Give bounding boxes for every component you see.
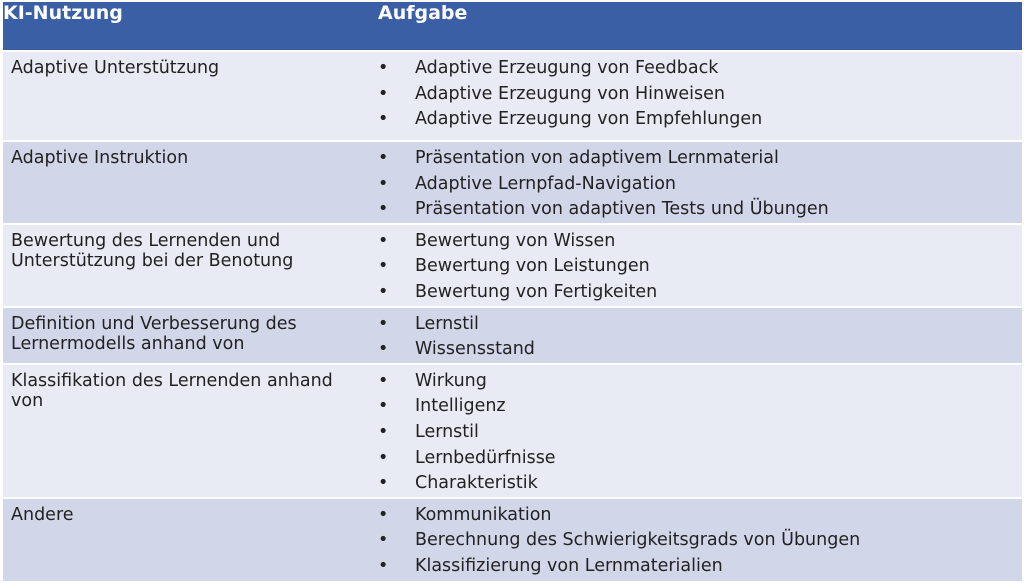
- task-list-item: [378, 56, 1022, 82]
- task-list-item: [378, 471, 1022, 497]
- ki-nutzung-cell: Andere: [3, 498, 378, 582]
- ki-usage-table: [3, 2, 1022, 583]
- bullet-icon: •: [378, 83, 389, 104]
- task-text: Wirkung: [415, 370, 487, 391]
- task-list-item: [378, 107, 1022, 133]
- task-text: Wissensstand: [415, 339, 535, 360]
- task-list: [378, 369, 1022, 497]
- bullet-icon: •: [378, 447, 389, 468]
- task-list-item: [378, 503, 1022, 529]
- aufgabe-cell: [378, 51, 1022, 141]
- task-text: Präsentation von adaptivem Lernmaterial: [415, 148, 779, 168]
- task-list-item: [378, 82, 1022, 108]
- aufgabe-cell: [378, 307, 1022, 364]
- task-text: Adaptive Erzeugung von Feedback: [415, 58, 719, 78]
- aufgabe-cell: [378, 364, 1022, 498]
- task-text: Bewertung von Fertigkeiten: [415, 281, 658, 302]
- task-list-item: [378, 394, 1022, 420]
- task-list-item: [378, 528, 1022, 554]
- bullet-icon: •: [378, 148, 389, 168]
- header-ki-nutzung: KI-Nutzung: [3, 2, 378, 51]
- bullet-icon: •: [378, 230, 389, 251]
- task-list: [378, 312, 1022, 363]
- task-list: [378, 56, 1022, 133]
- ki-nutzung-cell: Definition und Verbesserung des Lernermodells anhand von: [3, 307, 378, 364]
- task-text: Präsentation von adaptiven Tests und Übungen: [415, 199, 829, 220]
- table-row: [3, 364, 1022, 498]
- task-list-item: [378, 146, 1022, 172]
- task-text: Lernstil: [415, 313, 479, 334]
- task-text: Charakteristik: [415, 473, 538, 494]
- ki-nutzung-cell: Adaptive Unterstützung: [3, 51, 378, 141]
- task-text: Klassifizierung von Lernmaterialien: [415, 555, 723, 576]
- bullet-icon: •: [378, 396, 389, 417]
- task-list-item: [378, 337, 1022, 363]
- task-list: [378, 503, 1022, 580]
- bullet-icon: •: [378, 256, 389, 277]
- table-row: [3, 307, 1022, 364]
- task-list-item: [378, 420, 1022, 446]
- task-text: Adaptive Erzeugung von Empfehlungen: [415, 109, 763, 130]
- bullet-icon: •: [378, 504, 389, 525]
- bullet-icon: •: [378, 473, 389, 494]
- bullet-icon: •: [378, 109, 389, 130]
- task-text: Intelligenz: [415, 396, 506, 417]
- task-list-item: [378, 446, 1022, 472]
- bullet-icon: •: [378, 281, 389, 302]
- task-text: Bewertung von Leistungen: [415, 256, 650, 277]
- table-header-row: [3, 2, 1022, 51]
- table-body: [3, 51, 1022, 582]
- aufgabe-cell: [378, 224, 1022, 307]
- task-list-item: [378, 554, 1022, 580]
- header-aufgabe: Aufgabe: [378, 2, 1022, 51]
- task-list-item: [378, 312, 1022, 338]
- bullet-icon: •: [378, 339, 389, 360]
- task-list: [378, 229, 1022, 306]
- task-list-item: [378, 369, 1022, 395]
- bullet-icon: •: [378, 421, 389, 442]
- task-list-item: [378, 197, 1022, 223]
- task-text: Berechnung des Schwierigkeitsgrads von Übungen: [415, 530, 861, 551]
- task-text: Adaptive Lernpfad-Navigation: [415, 173, 677, 194]
- task-text: Kommunikation: [415, 504, 552, 525]
- ki-nutzung-cell: Klassifikation des Lernenden anhand von: [3, 364, 378, 498]
- task-list-item: [378, 254, 1022, 280]
- table-row: [3, 224, 1022, 307]
- bullet-icon: •: [378, 58, 389, 78]
- table-row: [3, 51, 1022, 141]
- aufgabe-cell: [378, 498, 1022, 582]
- task-list-item: [378, 229, 1022, 255]
- task-list-item: [378, 172, 1022, 198]
- aufgabe-cell: [378, 141, 1022, 224]
- task-text: Adaptive Erzeugung von Hinweisen: [415, 83, 726, 104]
- bullet-icon: •: [378, 199, 389, 220]
- task-list: [378, 146, 1022, 223]
- bullet-icon: •: [378, 370, 389, 391]
- bullet-icon: •: [378, 555, 389, 576]
- ki-nutzung-cell: Bewertung des Lernenden und Unterstützung bei der Benotung: [3, 224, 378, 307]
- task-text: Bewertung von Wissen: [415, 230, 616, 251]
- bullet-icon: •: [378, 530, 389, 551]
- bullet-icon: •: [378, 313, 389, 334]
- task-list-item: [378, 280, 1022, 306]
- table-row: [3, 498, 1022, 582]
- ki-nutzung-cell: Adaptive Instruktion: [3, 141, 378, 224]
- task-text: Lernstil: [415, 421, 479, 442]
- table-row: [3, 141, 1022, 224]
- bullet-icon: •: [378, 173, 389, 194]
- task-text: Lernbedürfnisse: [415, 447, 556, 468]
